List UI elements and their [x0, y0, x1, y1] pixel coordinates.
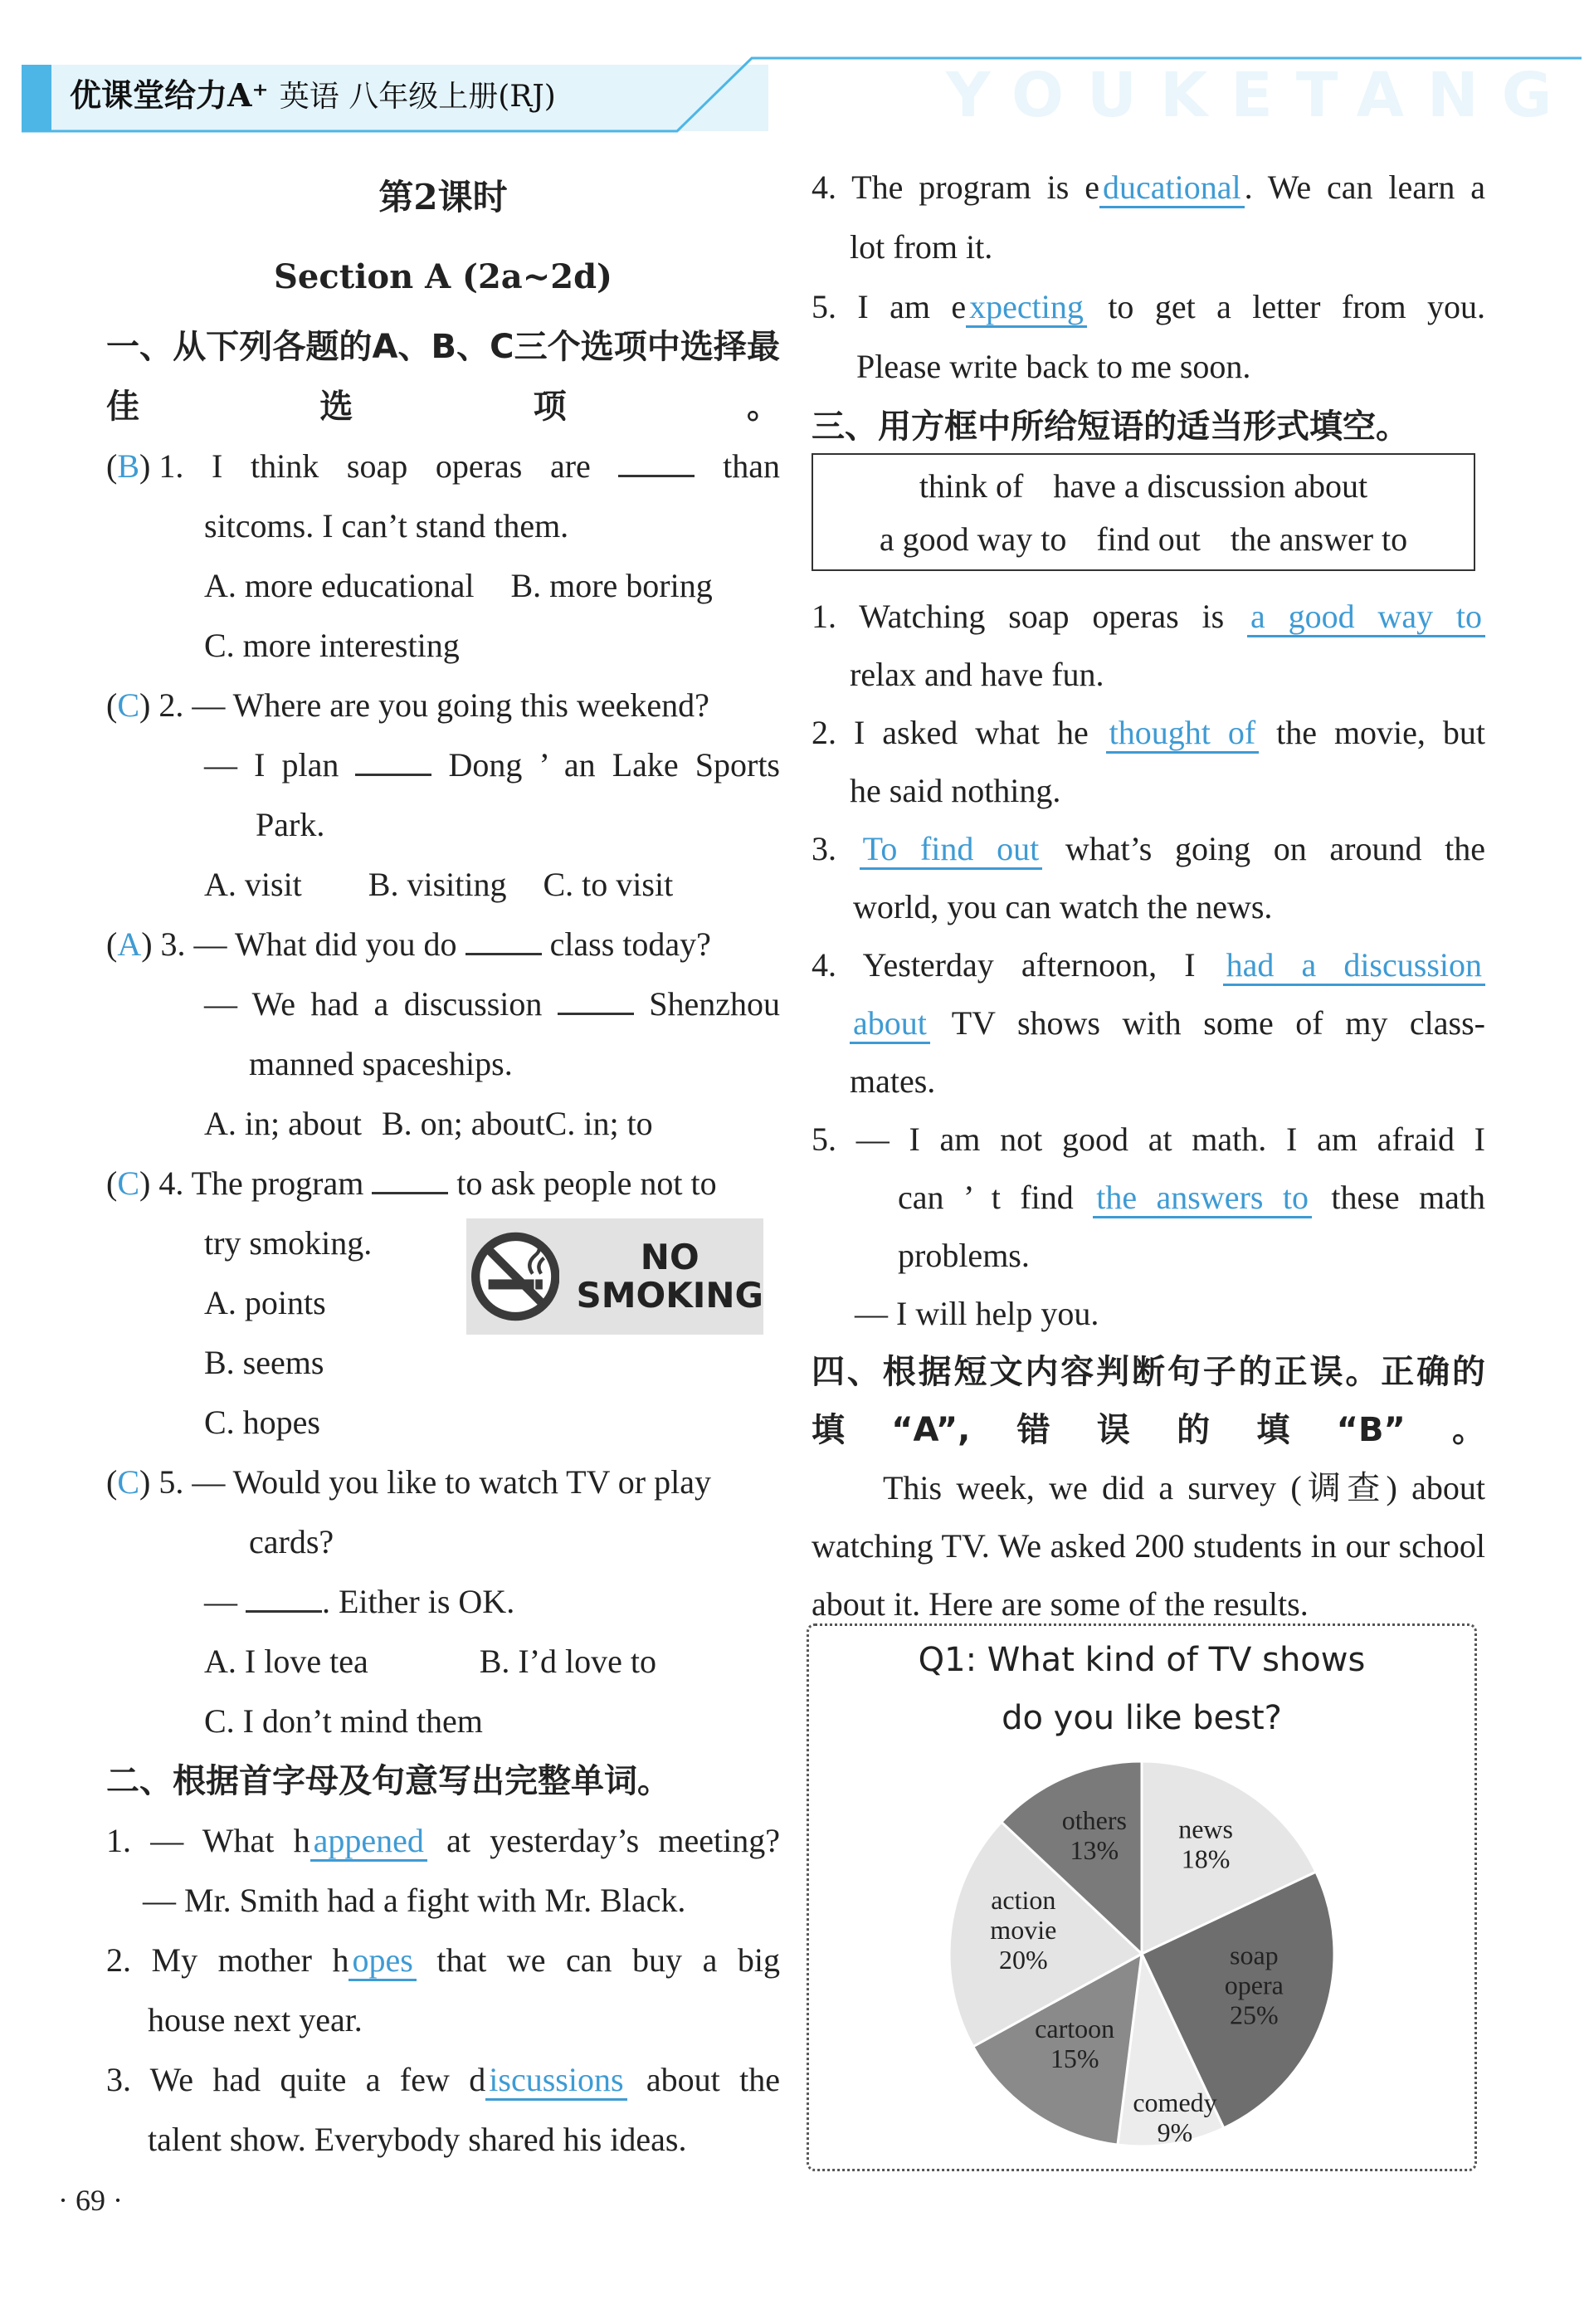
part2-heading: 二、根据首字母及句意写出完整单词。: [106, 1762, 670, 1800]
q3-options: [106, 1094, 780, 1154]
part3-item-2: 2. I asked what he thought of the movie, but: [812, 704, 1485, 762]
phrase-have-a-discussion-about: have a discussion about: [1053, 467, 1368, 505]
section-title: Section A (2a~2d): [274, 257, 612, 296]
q4-option-c[interactable]: C. hopes: [204, 1404, 320, 1441]
part3-item-5-end: problems.: [898, 1237, 1030, 1274]
part3-item-3-cont: world, you can watch the news.: [853, 888, 1273, 925]
lesson-title: 第2课时: [378, 177, 508, 217]
phrase-a-good-way-to: a good way to: [879, 520, 1067, 558]
part3-heading: 三、用方框中所给短语的适当形式填空。: [812, 408, 1409, 446]
part3-item-5-reply: — I will help you.: [855, 1295, 1099, 1332]
part2-item-1-reply: — Mr. Smith had a fight with Mr. Black.: [143, 1882, 686, 1919]
q4-option-a[interactable]: A. points: [204, 1284, 326, 1321]
part2-item-5-cont: Please write back to me soon.: [856, 348, 1251, 385]
part3-item-1-cont: relax and have fun.: [850, 656, 1104, 693]
phrase-think-of: think of: [919, 467, 1024, 505]
part3-item-5: 5. — I am not good at math. I am afraid I: [812, 1120, 1485, 1158]
q4-option-b[interactable]: B. seems: [204, 1344, 324, 1381]
q5-option-b[interactable]: B. I’d love to: [479, 1643, 657, 1680]
book-title: [70, 70, 556, 115]
q1-option-a[interactable]: A. more educational: [204, 567, 475, 604]
q1-option-b[interactable]: B. more boring: [510, 567, 713, 604]
q2-option-c[interactable]: C. to visit: [543, 866, 674, 903]
part4-heading: 四、根据短文内容判断句子的正误。正确的填“A”,错误的填“B”。: [812, 1353, 1485, 1449]
q5-reply: — . Either is OK.: [204, 1583, 515, 1620]
no-smoking-sign: [466, 1218, 763, 1335]
part2-item-2-cont: house next year.: [148, 2001, 363, 2038]
q1-stem: sitcoms. I can’t stand them.: [204, 507, 569, 544]
pie-chart-box: [807, 1623, 1477, 2171]
part2-item-5: 5. I am e xpecting to get a letter from you.: [812, 277, 1485, 337]
no-smoking-text: NO SMOKING: [576, 1237, 763, 1316]
q1-option-c[interactable]: C. more interesting: [204, 627, 460, 664]
part2-item-1: 1. — What h appened at yesterday’s meeting?: [106, 1811, 780, 1871]
no-smoking-icon: [471, 1225, 559, 1328]
q2-options: [106, 855, 780, 915]
question-1: (B) 1. I think soap operas are than: [106, 447, 781, 485]
part2-item-2: 2. My mother h opes that we can buy a big: [106, 1931, 780, 1990]
part2-item-3: 3. We had quite a few d iscussions about the: [106, 2050, 780, 2110]
pie-label-comedy: comedy 9%: [1133, 2087, 1217, 2148]
q5-option-a[interactable]: A. I love tea: [204, 1643, 368, 1680]
part3-item-4-end: mates.: [850, 1062, 936, 1100]
phrase-box: [812, 453, 1475, 571]
pie-chart: [809, 1626, 1479, 2174]
q4-stem: try smoking.: [204, 1224, 373, 1262]
q2-option-b[interactable]: B. visiting: [368, 866, 507, 903]
q2-option-a[interactable]: A. visit: [204, 866, 302, 903]
answer-3: A: [117, 925, 142, 963]
chart-title: Q1: What kind of TV shows do you like best?: [918, 1641, 1366, 1737]
q5-option-c[interactable]: C. I don’t mind them: [204, 1702, 483, 1740]
part3-item-1: 1. Watching soap operas is a good way to: [812, 588, 1485, 646]
part2-item-4: 4. The program is e ducational . We can learn a: [812, 158, 1485, 217]
part3-item-2-cont: he said nothing.: [850, 772, 1061, 809]
q2-stem-end: Park.: [256, 806, 325, 843]
pie-label-news: news 18%: [1178, 1814, 1233, 1874]
part3-item-4-cont: about TV shows with some of my class-: [812, 994, 1485, 1052]
part2-item-4-cont: lot from it.: [850, 228, 993, 266]
q2-stem: — I plan Dong ’ an Lake Sports: [204, 746, 780, 784]
q1-options: [106, 556, 780, 616]
right-column: [812, 158, 1485, 456]
page-number: · 69 ·: [58, 2184, 123, 2217]
q3-option-a[interactable]: A. in; about: [204, 1105, 362, 1142]
question-2: (C) 2. — Where are you going this weekend?: [106, 686, 709, 724]
q5-stem: cards?: [249, 1523, 334, 1560]
header-watermark: YOUKETANG: [946, 60, 1576, 131]
pie-label-action-movie: action movie 20%: [990, 1884, 1057, 1975]
part3-item-4: 4. Yesterday afternoon, I had a discussion: [812, 936, 1485, 994]
question-3: (A) 3. — What did you do class today?: [106, 925, 711, 963]
q3-stem: — We had a discussion Shenzhou: [204, 985, 781, 1023]
question-5: (C) 5. — Would you like to watch TV or play: [106, 1463, 711, 1501]
part3-item-3: 3. To find out what’s going on around the: [812, 820, 1485, 878]
q5-options: [106, 1632, 780, 1692]
answer-1: B: [117, 447, 140, 485]
q3-option-c[interactable]: C. in; to: [544, 1105, 653, 1142]
left-column: [106, 158, 780, 2170]
q3-stem-end: manned spaceships.: [249, 1045, 513, 1082]
part3-item-5-cont: can ’ t find the answers to these math: [812, 1169, 1485, 1227]
question-4: (C) 4. The program to ask people not to: [106, 1164, 717, 1202]
answer-4: C: [117, 1164, 140, 1202]
phrase-the-answer-to: the answer to: [1230, 520, 1408, 558]
pie-label-cartoon: cartoon 15%: [1035, 2013, 1115, 2073]
answer-5: C: [117, 1463, 140, 1501]
answer-2: C: [117, 686, 140, 724]
pie-label-others: others 13%: [1061, 1804, 1127, 1865]
q3-option-b[interactable]: B. on; about: [381, 1105, 545, 1142]
brand-name: 优课堂给力A⁺: [70, 76, 269, 114]
part1-heading: 一、从下列各题的A、B、C三个选项中选择最佳选项。: [106, 328, 780, 426]
pie-label-soap-opera: soap opera 25%: [1224, 1940, 1284, 2030]
part4-paragraph: This week, we did a survey (调查) about watching TV. We asked 200 students in our school about it. Here are some of the results.: [812, 1469, 1485, 1623]
phrase-find-out: find out: [1096, 520, 1201, 558]
right-column-lower: [812, 588, 1485, 1633]
part2-item-3-cont: talent show. Everybody shared his ideas.: [148, 2121, 687, 2158]
book-subtitle: 英语 八年级上册(RJ): [279, 80, 556, 114]
